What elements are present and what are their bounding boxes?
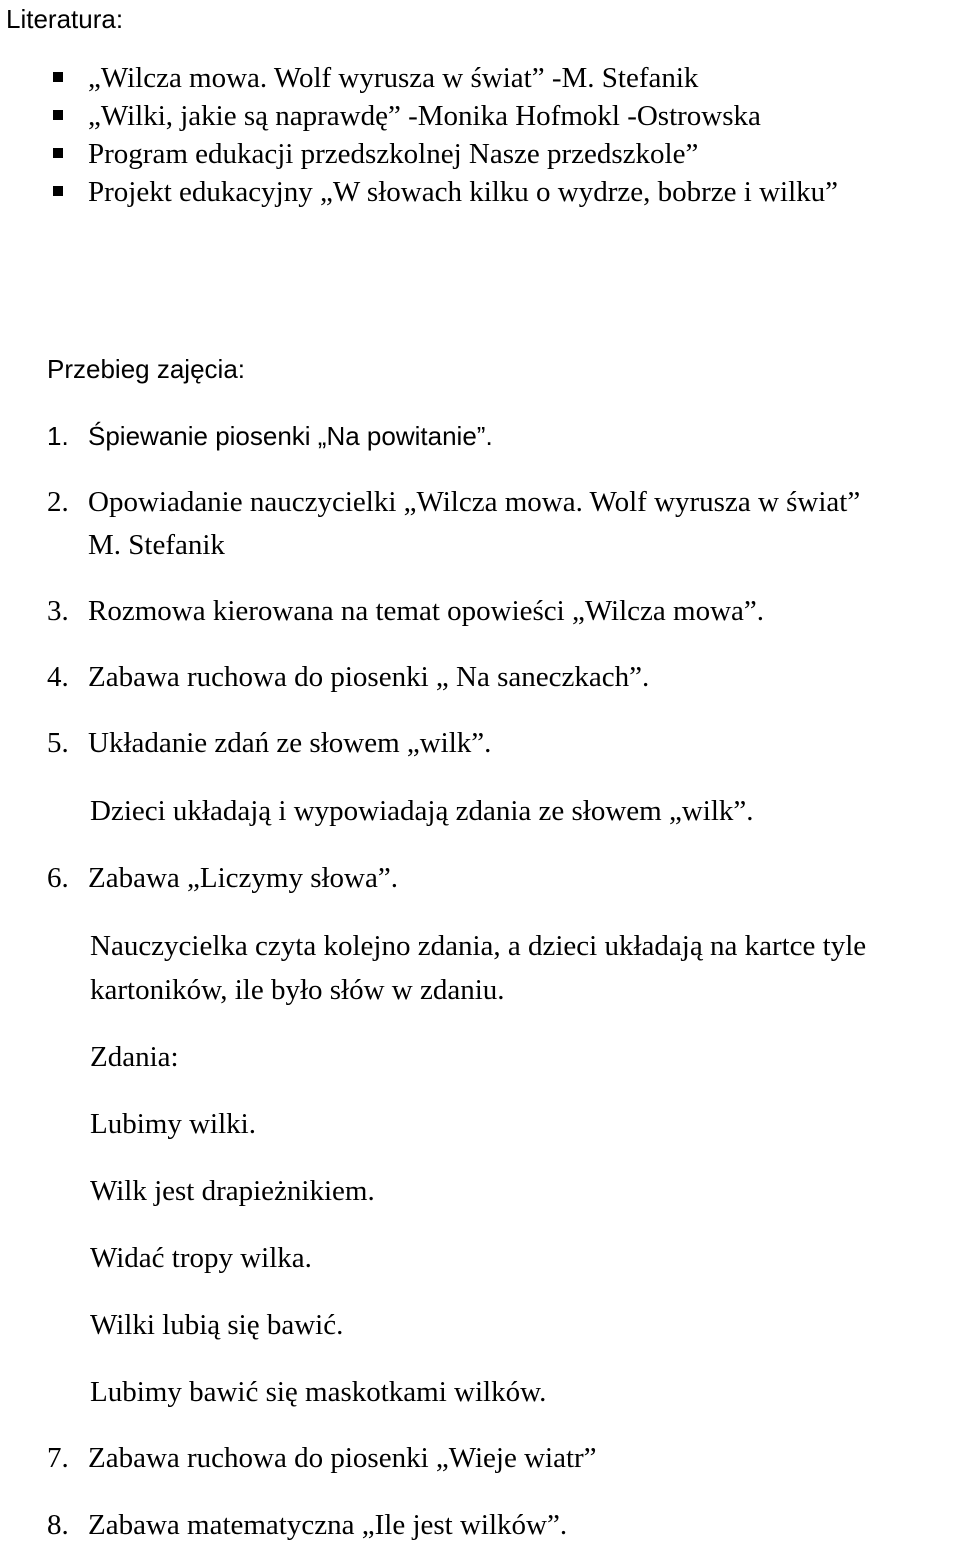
lesson-heading: Przebieg zajęcia: [47, 354, 245, 384]
step-number: 1. [47, 421, 69, 451]
step-number: 7. [47, 1442, 69, 1474]
sentence: Widać tropy wilka. [90, 1242, 312, 1274]
bullet-icon [53, 110, 63, 120]
step-text: Śpiewanie piosenki „Na powitanie”. [88, 421, 493, 451]
sentence: Wilk jest drapieżnikiem. [90, 1175, 375, 1207]
step-text: Zabawa ruchowa do piosenki „Wieje wiatr” [88, 1442, 597, 1474]
step-text: Zabawa „Liczymy słowa”. [88, 862, 398, 894]
step-number: 2. [47, 486, 69, 518]
bullet-icon [53, 186, 63, 196]
step-number: 6. [47, 862, 69, 894]
step-number: 5. [47, 727, 69, 759]
step-number: 3. [47, 595, 69, 627]
step-text: Układanie zdań ze słowem „wilk”. [88, 727, 492, 759]
step-text-continuation: M. Stefanik [88, 529, 225, 561]
literature-item: Program edukacji przedszkolnej Nasze przedszkole” [88, 138, 699, 170]
step-description: kartoników, ile było słów w zdaniu. [90, 974, 505, 1006]
literature-heading: Literatura: [6, 4, 124, 34]
sentence: Lubimy wilki. [90, 1108, 256, 1140]
step-text: Zabawa matematyczna „Ile jest wilków”. [88, 1509, 568, 1541]
step-text: Zabawa ruchowa do piosenki „ Na saneczkach”. [88, 661, 650, 693]
step-text: Opowiadanie nauczycielki „Wilcza mowa. Wolf wyrusza w świat” [88, 486, 861, 518]
sentence: Wilki lubią się bawić. [90, 1309, 344, 1341]
sentences-label: Zdania: [90, 1041, 179, 1073]
sentence: Lubimy bawić się maskotkami wilków. [90, 1376, 547, 1408]
bullet-icon [53, 72, 63, 82]
literature-item: „Wilcza mowa. Wolf wyrusza w świat” -M. Stefanik [88, 62, 699, 94]
literature-item: Projekt edukacyjny „W słowach kilku o wydrze, bobrze i wilku” [88, 176, 839, 208]
step-text: Rozmowa kierowana na temat opowieści „Wilcza mowa”. [88, 595, 765, 627]
step-number: 4. [47, 661, 69, 693]
literature-item: „Wilki, jakie są naprawdę” -Monika Hofmokl -Ostrowska [88, 100, 761, 132]
step-number: 8. [47, 1509, 69, 1541]
step-description: Nauczycielka czyta kolejno zdania, a dzieci układają na kartce tyle [90, 930, 867, 962]
bullet-icon [53, 148, 63, 158]
step-description: Dzieci układają i wypowiadają zdania ze słowem „wilk”. [90, 795, 754, 827]
